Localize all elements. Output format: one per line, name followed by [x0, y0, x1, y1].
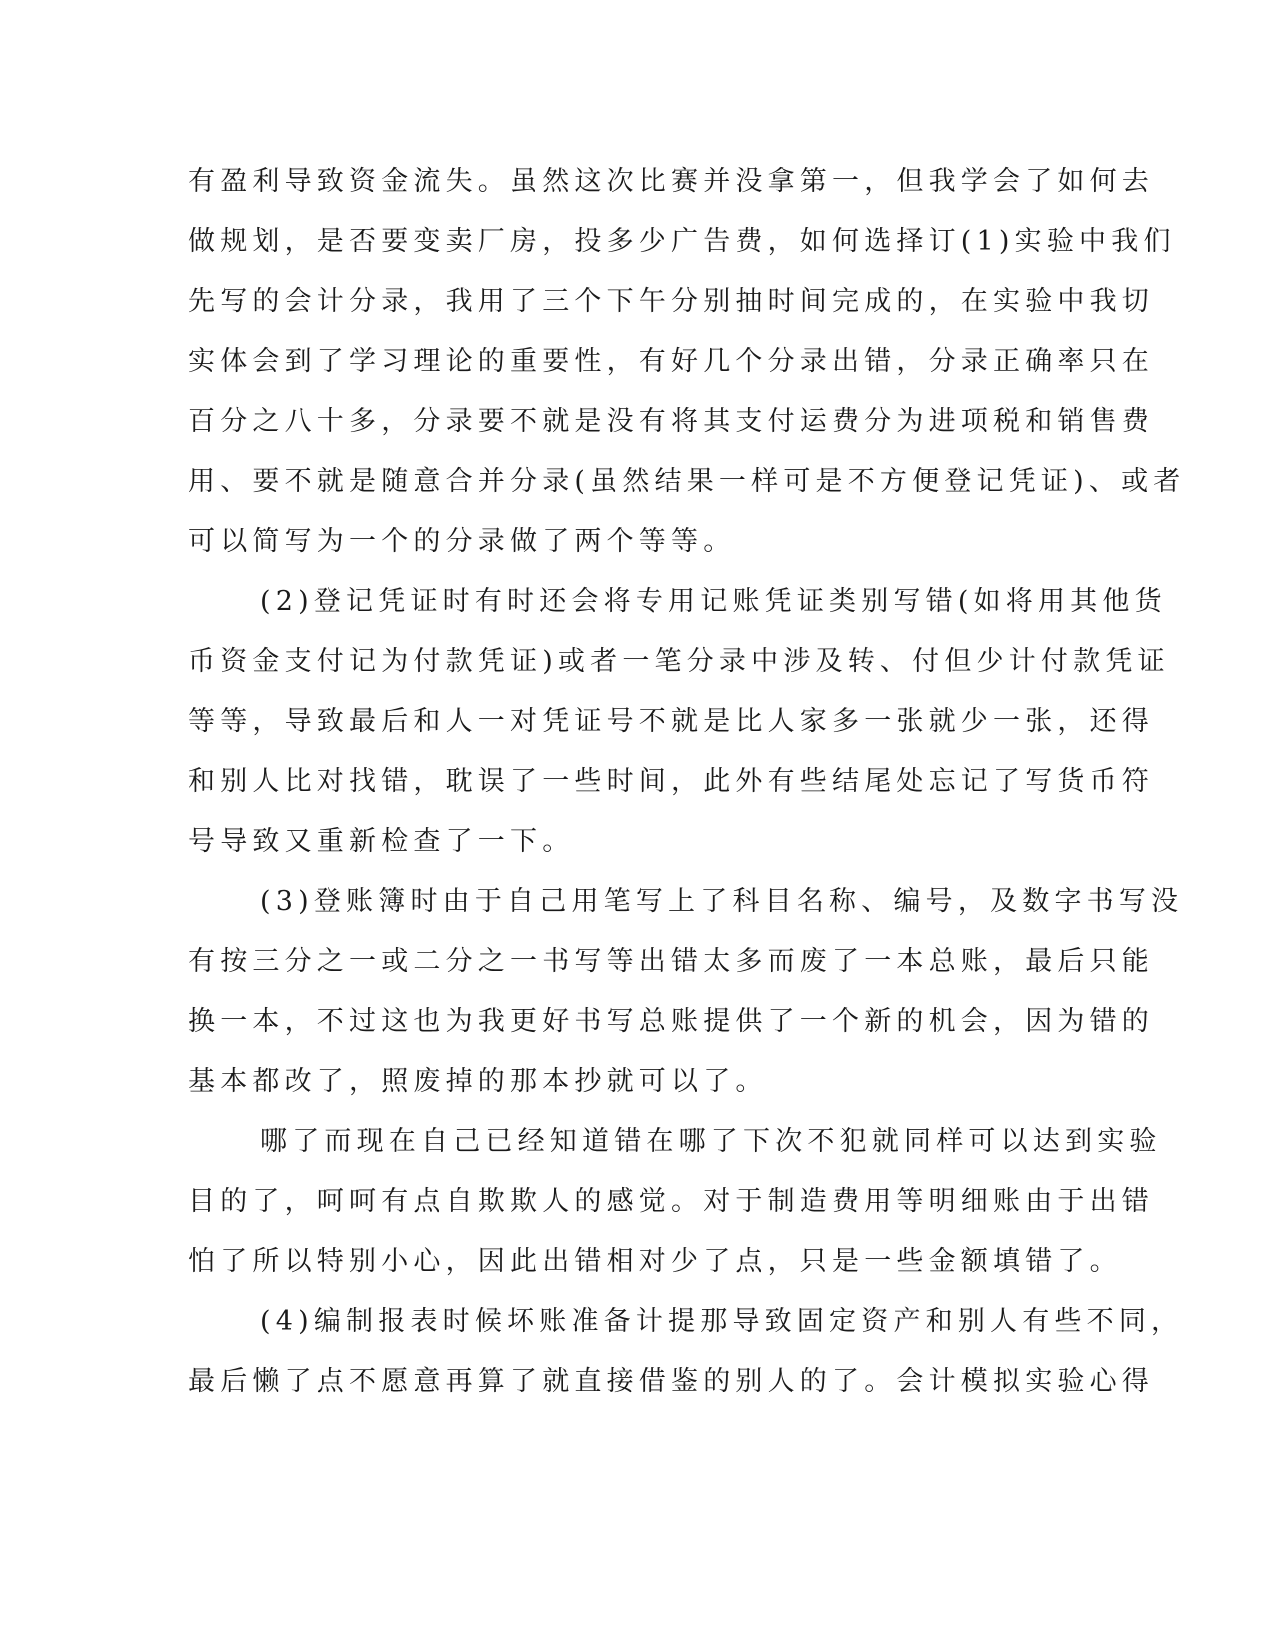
- text-line-7: 可以简写为一个的分录做了两个等等。: [188, 526, 736, 557]
- text-line-8: (2)登记凭证时有时还会将专用记账凭证类别写错(如将用其他货: [260, 586, 1167, 617]
- text-line-14: 有按三分之一或二分之一书写等出错太多而废了一本总账，最后只能: [188, 946, 1154, 977]
- text-line-11: 和别人比对找错，耽误了一些时间，此外有些结尾处忘记了写货币符: [188, 766, 1154, 797]
- text-line-20: (4)编制报表时候坏账准备计提那导致固定资产和别人有些不同，: [260, 1306, 1184, 1337]
- text-line-4: 实体会到了学习理论的重要性，有好几个分录出错，分录正确率只在: [188, 346, 1154, 377]
- text-line-9: 币资金支付记为付款凭证)或者一笔分录中涉及转、付但少计付款凭证: [188, 646, 1170, 677]
- text-line-2: 做规划，是否要变卖厂房，投多少广告费，如何选择订(1)实验中我们: [188, 226, 1176, 257]
- text-line-18: 目的了，呵呵有点自欺欺人的感觉。对于制造费用等明细账由于出错: [188, 1186, 1154, 1217]
- text-line-19: 怕了所以特别小心，因此出错相对少了点，只是一些金额填错了。: [188, 1246, 1122, 1277]
- text-line-10: 等等，导致最后和人一对凭证号不就是比人家多一张就少一张，还得: [188, 706, 1154, 737]
- text-line-1: 有盈利导致资金流失。虽然这次比赛并没拿第一，但我学会了如何去: [188, 166, 1154, 197]
- text-line-3: 先写的会计分录，我用了三个下午分别抽时间完成的，在实验中我切: [188, 286, 1154, 317]
- text-line-21: 最后懒了点不愿意再算了就直接借鉴的别人的了。会计模拟实验心得: [188, 1366, 1154, 1397]
- text-line-12: 号导致又重新检查了一下。: [188, 826, 575, 857]
- text-line-6: 用、要不就是随意合并分录(虽然结果一样可是不方便登记凭证)、或者: [188, 466, 1186, 497]
- text-line-15: 换一本，不过这也为我更好书写总账提供了一个新的机会，因为错的: [188, 1006, 1154, 1037]
- text-line-17: 哪了而现在自己已经知道错在哪了下次不犯就同样可以达到实验: [260, 1126, 1162, 1157]
- text-line-5: 百分之八十多，分录要不就是没有将其支付运费分为进项税和销售费: [188, 406, 1154, 437]
- text-line-13: (3)登账簿时由于自己用笔写上了科目名称、编号，及数字书写没: [260, 886, 1184, 917]
- text-line-16: 基本都改了，照废掉的那本抄就可以了。: [188, 1066, 768, 1097]
